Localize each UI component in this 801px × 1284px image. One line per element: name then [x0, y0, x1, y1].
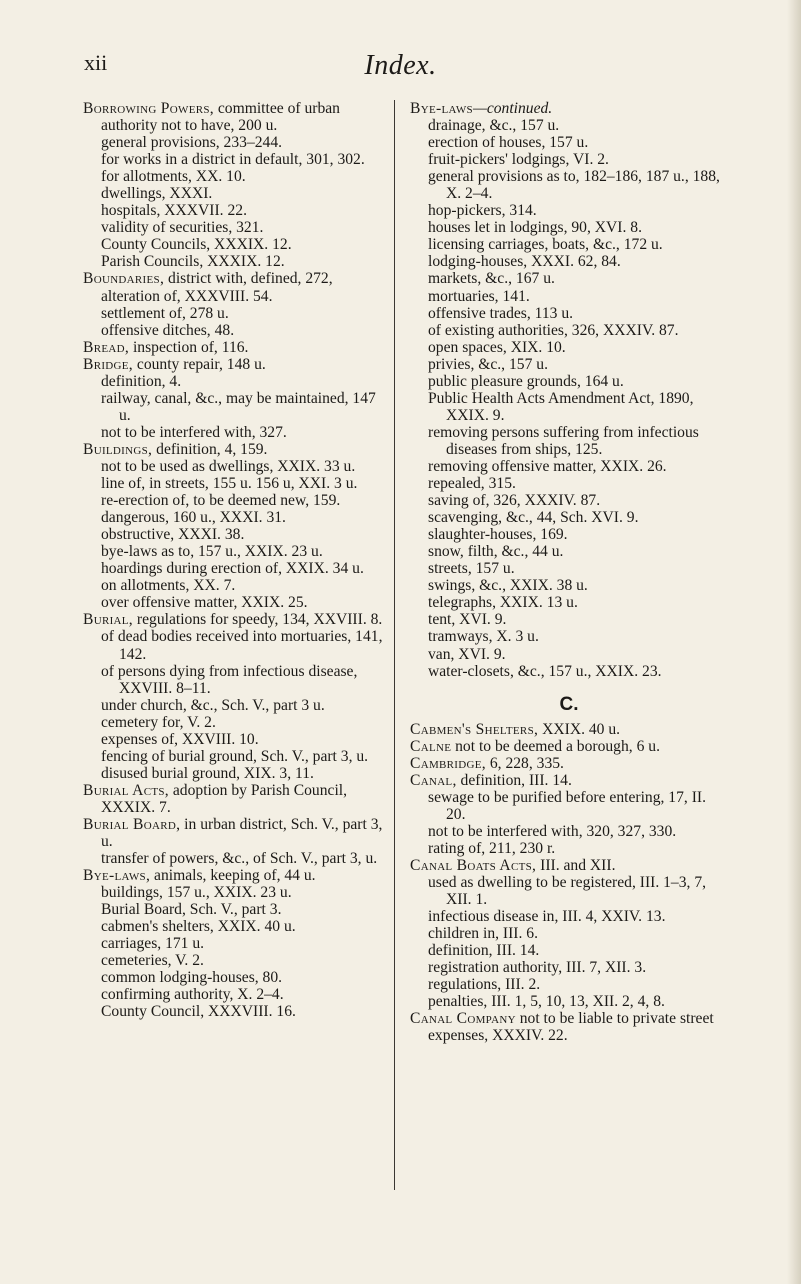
- index-sub-entry: on allotments, XX. 7.: [101, 577, 236, 595]
- index-sub-entry: fencing of burial ground, Sch. V., part 3, u.: [101, 747, 369, 765]
- page-title: Index.: [364, 50, 437, 81]
- index-sub-entry: validity of securities, 321.: [101, 219, 264, 237]
- entry-heading: Bye-laws,: [83, 867, 151, 885]
- index-sub-entry: removing persons suffering from infectious diseases from ships, 125.: [428, 423, 699, 458]
- entry-heading: Burial Board,: [83, 815, 181, 833]
- entry-text: inspection of, 116.: [129, 338, 249, 356]
- index-main-entry: [410, 100, 728, 117]
- index-sub-entry: dwellings, XXXI.: [101, 185, 213, 203]
- entry-heading: Cabmen's Shelters,: [410, 720, 539, 738]
- index-main-entry: [83, 339, 383, 356]
- entry-heading: Bridge,: [83, 355, 134, 373]
- index-sub-entry: definition, III. 14.: [428, 942, 540, 960]
- entry-text: not to be deemed a borough, 6 u.: [451, 737, 660, 755]
- index-sub-entry: re-erection of, to be deemed new, 159.: [101, 492, 341, 510]
- entry-heading: Borrowing Powers,: [83, 100, 214, 117]
- entry-text: not to be liable to private street expenses, XXXIV. 22.: [428, 1010, 714, 1045]
- entry-heading: Canal Company: [410, 1010, 516, 1028]
- index-sub-entry: of existing authorities, 326, XXXIV. 87.: [428, 321, 679, 339]
- index-sub-entry: mortuaries, 141.: [428, 287, 530, 305]
- entry-text: county repair, 148 u.: [133, 355, 266, 373]
- index-sub-entry: not to be used as dwellings, XXIX. 33 u.: [101, 457, 356, 475]
- index-sub-entry: van, XVI. 9.: [428, 645, 506, 663]
- index-main-entry: [410, 738, 728, 755]
- continued-marker: —continued.: [472, 100, 553, 117]
- index-main-entry: [83, 867, 383, 884]
- index-sub-entry: houses let in lodgings, 90, XVI. 8.: [428, 219, 642, 237]
- index-sub-entry: swings, &c., XXIX. 38 u.: [428, 577, 588, 595]
- running-header: [0, 50, 801, 80]
- entry-text: committee of urban authority not to have, 200 u.: [101, 100, 340, 135]
- index-sub-entry: obstructive, XXXI. 38.: [101, 526, 245, 544]
- index-sub-entry: disused burial ground, XIX. 3, 11.: [101, 764, 314, 782]
- index-sub-entry: not to be interfered with, 327.: [101, 423, 287, 441]
- index-sub-entry: County Councils, XXXIX. 12.: [101, 236, 292, 254]
- index-main-entry: [83, 611, 383, 628]
- entry-heading: Canal Boats Acts,: [410, 857, 537, 875]
- entry-text: 6, 228, 335.: [485, 754, 564, 772]
- column-divider: [394, 100, 395, 1190]
- index-sub-entry: registration authority, III. 7, XII. 3.: [428, 959, 647, 977]
- index-main-entry: [83, 100, 383, 134]
- index-sub-entry: rating of, 211, 230 r.: [428, 839, 556, 857]
- index-sub-entry: County Council, XXXVIII. 16.: [101, 1003, 296, 1021]
- index-main-entry: [410, 772, 728, 789]
- index-sub-entry: drainage, &c., 157 u.: [428, 117, 560, 135]
- index-sub-entry: snow, filth, &c., 44 u.: [428, 543, 564, 561]
- index-sub-entry: erection of houses, 157 u.: [428, 134, 589, 152]
- index-main-entry: [410, 755, 728, 772]
- index-sub-entry: Public Health Acts Amendment Act, 1890, XXIX. 9.: [428, 389, 694, 424]
- index-sub-entry: over offensive matter, XXIX. 25.: [101, 594, 308, 612]
- index-sub-entry: telegraphs, XXIX. 13 u.: [428, 594, 578, 612]
- index-sub-entry: carriages, 171 u.: [101, 935, 205, 953]
- index-column-left: [83, 100, 383, 1021]
- index-sub-entry: repealed, 315.: [428, 475, 516, 493]
- index-sub-entry: for works in a district in default, 301, 302.: [101, 151, 365, 169]
- index-sub-entry: hospitals, XXXVII. 22.: [101, 202, 247, 220]
- entry-heading: Burial Acts,: [83, 781, 169, 799]
- entry-text: district with, defined, 272, alteration of, XXXVIII. 54.: [101, 270, 333, 305]
- entry-text: in urban district, Sch. V., part 3, u.: [101, 815, 383, 851]
- index-sub-entry: of dead bodies received into mortuaries, 141, 142.: [101, 628, 383, 663]
- entry-text: regulations for speedy, 134, XXVIII. 8.: [133, 611, 383, 629]
- index-main-entry: [410, 721, 728, 738]
- index-sub-entry: licensing carriages, boats, &c., 172 u.: [428, 236, 663, 254]
- index-sub-entry: not to be interfered with, 320, 327, 330.: [428, 822, 677, 840]
- entry-heading: Bread,: [83, 338, 130, 356]
- index-sub-entry: markets, &c., 167 u.: [428, 270, 555, 288]
- index-sub-entry: transfer of powers, &c., of Sch. V., part 3, u.: [101, 850, 378, 868]
- index-sub-entry: lodging-houses, XXXI. 62, 84.: [428, 253, 621, 271]
- index-column-right: [410, 100, 728, 1045]
- index-sub-entry: of persons dying from infectious disease, XXVIII. 8–11.: [101, 662, 358, 697]
- entry-heading: Cambridge,: [410, 754, 486, 772]
- index-sub-entry: railway, canal, &c., may be maintained, 147 u.: [101, 389, 376, 424]
- index-sub-entry: cemeteries, V. 2.: [101, 952, 204, 970]
- index-sub-entry: hoardings during erection of, XXIX. 34 u.: [101, 560, 364, 578]
- index-sub-entry: regulations, III. 2.: [428, 976, 541, 994]
- index-sub-entry: confirming authority, X. 2–4.: [101, 986, 284, 1004]
- index-sub-entry: children in, III. 6.: [428, 925, 538, 943]
- index-sub-entry: cemetery for, V. 2.: [101, 713, 216, 731]
- index-sub-entry: tramways, X. 3 u.: [428, 628, 539, 646]
- entry-heading: Bye-laws: [410, 100, 473, 117]
- index-sub-entry: open spaces, XIX. 10.: [428, 338, 566, 356]
- index-main-entry: [410, 1010, 728, 1044]
- index-sub-entry: public pleasure grounds, 164 u.: [428, 372, 624, 390]
- index-sub-entry: common lodging-houses, 80.: [101, 969, 283, 987]
- index-sub-entry: removing offensive matter, XXIX. 26.: [428, 457, 667, 475]
- index-sub-entry: saving of, 326, XXXIV. 87.: [428, 492, 601, 510]
- entry-heading: Calne: [410, 737, 452, 755]
- index-main-entry: [83, 782, 383, 816]
- index-sub-entry: tent, XVI. 9.: [428, 611, 507, 629]
- index-sub-entry: general provisions, 233–244.: [101, 134, 283, 152]
- index-sub-entry: Burial Board, Sch. V., part 3.: [101, 901, 282, 919]
- index-sub-entry: cabmen's shelters, XXIX. 40 u.: [101, 918, 296, 936]
- entry-text: XXIX. 40 u.: [538, 720, 621, 738]
- index-sub-entry: scavenging, &c., 44, Sch. XVI. 9.: [428, 509, 639, 527]
- index-sub-entry: for allotments, XX. 10.: [101, 168, 246, 186]
- index-main-entry: [410, 857, 728, 874]
- index-sub-entry: buildings, 157 u., XXIX. 23 u.: [101, 884, 292, 902]
- entry-text: adoption by Parish Council, XXXIX. 7.: [101, 781, 348, 816]
- index-sub-entry: settlement of, 278 u.: [101, 304, 229, 322]
- entry-text: III. and XII.: [536, 857, 616, 875]
- index-sub-entry: bye-laws as to, 157 u., XXIX. 23 u.: [101, 543, 323, 561]
- index-sub-entry: under church, &c., Sch. V., part 3 u.: [101, 696, 325, 714]
- index-sub-entry: expenses of, XXVIII. 10.: [101, 730, 259, 748]
- index-sub-entry: infectious disease in, III. 4, XXIV. 13.: [428, 908, 666, 926]
- index-sub-entry: definition, 4.: [101, 372, 182, 390]
- entry-text: animals, keeping of, 44 u.: [150, 867, 316, 885]
- page-number: xii: [84, 50, 108, 75]
- entry-heading: Burial,: [83, 611, 134, 629]
- index-sub-entry: Parish Councils, XXXIX. 12.: [101, 253, 285, 271]
- index-sub-entry: offensive trades, 113 u.: [428, 304, 574, 322]
- entry-heading: Boundaries,: [83, 270, 165, 288]
- index-sub-entry: sewage to be purified before entering, 17, II. 20.: [428, 788, 706, 823]
- page-edge-shadow: [787, 0, 801, 1284]
- index-sub-entry: penalties, III. 1, 5, 10, 13, XII. 2, 4, 8.: [428, 993, 665, 1011]
- entry-heading: Canal,: [410, 771, 457, 789]
- index-main-entry: [83, 816, 383, 850]
- index-sub-entry: fruit-pickers' lodgings, VI. 2.: [428, 151, 609, 169]
- section-letter-heading: C.: [559, 693, 579, 715]
- index-sub-entry: general provisions as to, 182–186, 187 u., 188, X. 2–4.: [428, 168, 720, 203]
- entry-text: definition, III. 14.: [456, 771, 572, 789]
- index-sub-entry: water-closets, &c., 157 u., XXIX. 23.: [428, 662, 662, 680]
- index-sub-entry: streets, 157 u.: [428, 560, 515, 578]
- index-sub-entry: hop-pickers, 314.: [428, 202, 537, 220]
- index-sub-entry: dangerous, 160 u., XXXI. 31.: [101, 509, 286, 527]
- entry-heading: Buildings,: [83, 440, 153, 458]
- index-sub-entry: privies, &c., 157 u.: [428, 355, 548, 373]
- index-sub-entry: used as dwelling to be registered, III. 1–3, 7, XII. 1.: [428, 874, 707, 909]
- entry-text: definition, 4, 159.: [152, 440, 268, 458]
- index-sub-entry: offensive ditches, 48.: [101, 321, 235, 339]
- index-main-entry: [83, 441, 383, 458]
- index-main-entry: [83, 356, 383, 373]
- index-sub-entry: slaughter-houses, 169.: [428, 526, 568, 544]
- index-main-entry: [83, 270, 383, 304]
- index-sub-entry: line of, in streets, 155 u. 156 u, XXI. 3 u.: [101, 475, 358, 493]
